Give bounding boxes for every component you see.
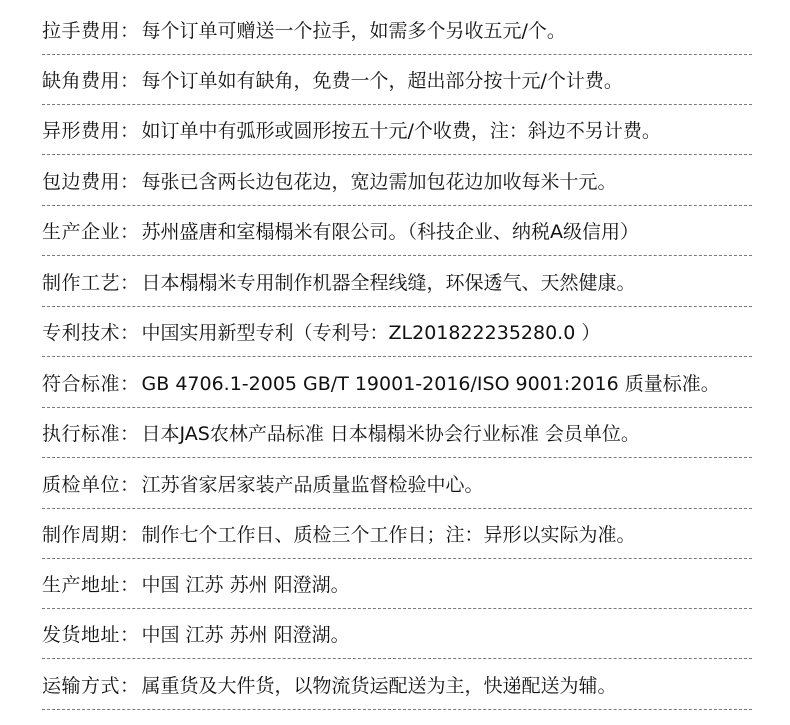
spec-value: 每个订单如有缺角，免费一个，超出部分按十元/个计费。	[141, 69, 623, 92]
spec-value: 每张已含两长边包花边，宽边需加包花边加收每米十元。	[141, 170, 617, 193]
spec-value: 如订单中有弧形或圆形按五十元/个收费，注：斜边不另计费。	[141, 119, 661, 142]
spec-row-patent	[42, 306, 752, 356]
spec-value: 每个订单可赠送一个拉手，如需多个另收五元/个。	[141, 19, 566, 42]
spec-row-production-cycle	[42, 508, 752, 558]
spec-value: 日本榻榻米专用制作机器全程线缝，环保透气、天然健康。	[141, 271, 636, 294]
spec-label: 生产地址：	[42, 573, 140, 596]
spec-label: 质检单位：	[42, 473, 140, 496]
spec-label: 专利技术：	[42, 321, 140, 344]
spec-value: 日本JAS农林产品标准 日本榻榻米协会行业标准 会员单位。	[141, 422, 640, 445]
spec-value: 中国 江苏 苏州 阳澄湖。	[141, 573, 350, 596]
spec-value: GB 4706.1-2005 GB/T 19001-2016/ISO 9001:2016 质量标准。	[141, 372, 720, 395]
spec-label: 异形费用：	[42, 119, 140, 142]
spec-value: 属重货及大件货，以物流货运配送为主，快递配送为辅。	[141, 674, 617, 697]
spec-value: 中国实用新型专利（专利号：ZL201822235280.0 ）	[141, 321, 601, 344]
spec-value: 苏州盛唐和室榻榻米有限公司。（科技企业、纳税A级信用）	[141, 220, 640, 243]
spec-label: 拉手费用：	[42, 19, 140, 42]
spec-row-edging-fee	[42, 155, 752, 205]
spec-row-manufacturer	[42, 205, 752, 255]
spec-label: 包边费用：	[42, 170, 140, 193]
spec-label: 执行标准：	[42, 422, 140, 445]
spec-row-executive-standard	[42, 407, 752, 457]
spec-row-corner-fee	[42, 54, 752, 104]
spec-value: 江苏省家居家装产品质量监督检验中心。	[141, 473, 484, 496]
spec-label: 生产企业：	[42, 220, 140, 243]
spec-label: 符合标准：	[42, 372, 140, 395]
spec-row-shipping-address	[42, 608, 752, 658]
spec-value: 制作七个工作日、质检三个工作日；注：异形以实际为准。	[141, 523, 636, 546]
spec-row-inspection-unit	[42, 458, 752, 508]
spec-label: 发货地址：	[42, 623, 140, 646]
spec-row-shipping-method	[42, 659, 752, 709]
spec-label: 制作周期：	[42, 523, 140, 546]
spec-label: 制作工艺：	[42, 271, 140, 294]
spec-label: 运输方式：	[42, 674, 140, 697]
spec-value: 中国 江苏 苏州 阳澄湖。	[141, 623, 350, 646]
spec-row-irregular-shape-fee	[42, 104, 752, 154]
spec-label: 缺角费用：	[42, 69, 140, 92]
spec-row-handle-fee	[42, 4, 752, 54]
spec-row-craft	[42, 256, 752, 306]
spec-row-production-address	[42, 558, 752, 608]
spec-row-compliance-standard	[42, 357, 752, 407]
